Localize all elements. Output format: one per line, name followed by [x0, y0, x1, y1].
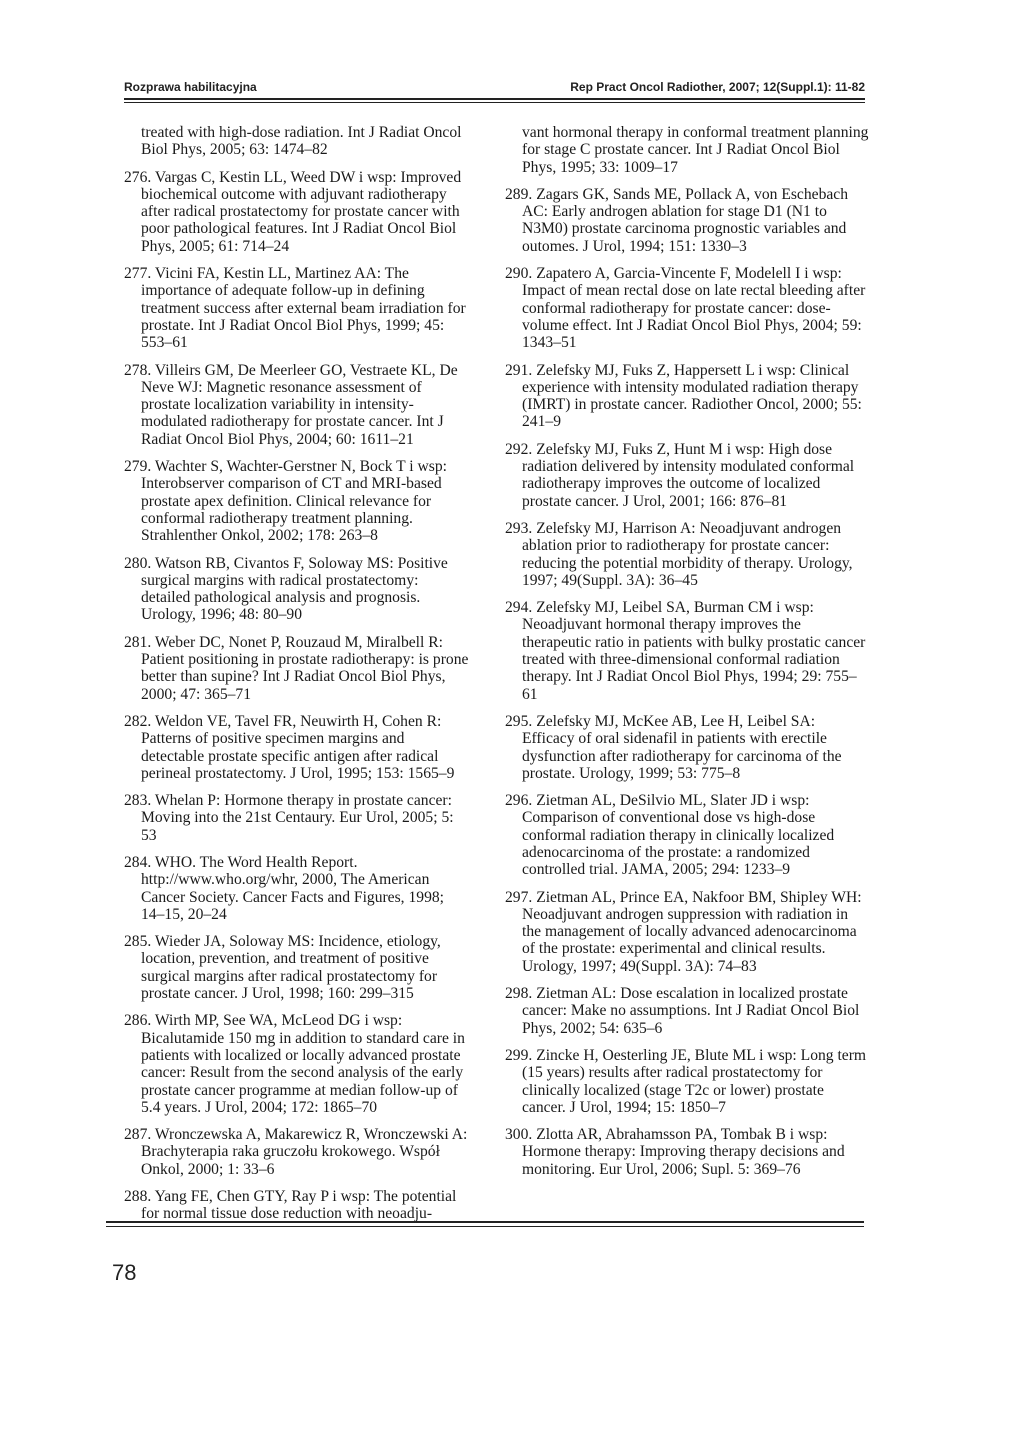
- reference-277: 277. Vicini FA, Kestin LL, Martinez AA: The importance of adequate follow-up in defining treatment success after external beam irradiation for prostate. Int J Radiat Oncol Biol Phys, 1999; 45: 553–61: [124, 265, 466, 352]
- reference-289: 289. Zagars GK, Sands ME, Pollack A, von Eschebach AC: Early androgen ablation for stage D1 (N1 to N3M0) prostate carcinoma prognostic variables and outomes. J Urol, 1994; 151: 1330–3: [505, 185, 849, 255]
- reference-284: 284. WHO. The Word Health Report. http://www.who.org/whr, 2000, The American Cancer Society. Cancer Facts and Figures, 1998; 14–15, 20–24: [124, 853, 444, 923]
- left-reference-column: [124, 124, 469, 1233]
- footer-rule-thin: [106, 1226, 864, 1227]
- reference-297: 297. Zietman AL, Prince EA, Nakfoor BM, Shipley WH: Neoadjuvant androgen suppression with radiation in the management of locally advanced adenocarcinoma of the prostate: experimental and clinical results. Urology, 1997; 49(Suppl. 3A): 74–83: [505, 888, 862, 975]
- footer-rule: [106, 1221, 864, 1223]
- reference-296: 296. Zietman AL, DeSilvio ML, Slater JD i wsp: Comparison of conventional dose vs high-dose conformal radiation therapy in clinically localized adenocarcinoma of the prostate: a randomized controlled trial. JAMA, 2005; 294: 1233–9: [505, 792, 835, 879]
- page-number: 78: [112, 1260, 137, 1285]
- reference-280: 280. Watson RB, Civantos F, Soloway MS: Positive surgical margins with radical prostatectomy: detailed pathological analysis and prognosis. Urology, 1996; 48: 80–90: [124, 554, 448, 624]
- header-rule-thin: [124, 102, 865, 103]
- reference-continuation: treated with high-dose radiation. Int J Radiat Oncol Biol Phys, 2005; 63: 1474–82: [141, 124, 462, 159]
- reference-293: 293. Zelefsky MJ, Harrison A: Neoadjuvant androgen ablation prior to radiotherapy for prostate cancer: reducing the potential morbidity of therapy. Urology, 1997; 49(Suppl. 3A): 36–45: [505, 519, 853, 589]
- running-header-left: Rozprawa habilitacyjna: [124, 80, 257, 94]
- reference-281: 281. Weber DC, Nonet P, Rouzaud M, Miralbell R: Patient positioning in prostate radiotherapy: is prone better than supine? Int J Radiat Oncol Biol Phys, 2000; 47: 365–71: [124, 633, 469, 703]
- reference-continuation: vant hormonal therapy in conformal treatment planning for stage C prostate cancer. Int J Radiat Oncol Biol Phys, 1995; 33: 1009–17: [522, 124, 869, 176]
- running-header-right: Rep Pract Oncol Radiother, 2007; 12(Suppl.1): 11-82: [570, 80, 865, 94]
- right-reference-column: [505, 124, 870, 1188]
- reference-287: 287. Wronczewska A, Makarewicz R, Wronczewski A: Brachyterapia raka gruczołu krokowego. Współ Onkol, 2000; 1: 33–6: [124, 1126, 468, 1178]
- reference-298: 298. Zietman AL: Dose escalation in localized prostate cancer: Make no assumptions. Int J Radiat Oncol Biol Phys, 2002; 54: 635–6: [505, 985, 860, 1037]
- reference-300: 300. Zlotta AR, Abrahamsson PA, Tombak B i wsp: Hormone therapy: Improving therapy decisions and monitoring. Eur Urol, 2006; Supl. 5: 369–76: [505, 1126, 845, 1178]
- reference-283: 283. Whelan P: Hormone therapy in prostate cancer: Moving into the 21st Centaury. Eur Urol, 2005; 5: 53: [124, 792, 454, 844]
- reference-291: 291. Zelefsky MJ, Fuks Z, Happersett L i wsp: Clinical experience with intensity modulated radiation therapy (IMRT) in prostate cancer. Radiother Oncol, 2000; 55: 241–9: [505, 361, 862, 431]
- reference-299: 299. Zincke H, Oesterling JE, Blute ML i wsp: Long term (15 years) results after radical prostatectomy for clinically localized (stage T2c or lower) prostate cancer. J Urol, 1994; 15: 1850–7: [505, 1046, 867, 1116]
- reference-292: 292. Zelefsky MJ, Fuks Z, Hunt M i wsp: High dose radiation delivered by intensity modulated conformal radiotherapy improves the outcome of localized prostate cancer. J Urol, 2001; 166: 876–81: [505, 440, 855, 510]
- reference-279: 279. Wachter S, Wachter-Gerstner N, Bock T i wsp: Interobserver comparison of CT and MRI-based prostate apex definition. Clinical relevance for conformal radiotherapy treatment planning. Strahlenther Onkol, 2002; 178: 263–8: [124, 458, 447, 545]
- reference-288: 288. Yang FE, Chen GTY, Ray P i wsp: The potential for normal tissue dose reduction with neoadju-: [124, 1188, 457, 1223]
- reference-285: 285. Wieder JA, Soloway MS: Incidence, etiology, location, prevention, and treatment of positive surgical margins after radical prostatectomy for prostate cancer. J Urol, 1998; 160: 299–315: [124, 933, 441, 1003]
- reference-295: 295. Zelefsky MJ, McKee AB, Lee H, Leibel SA: Efficacy of oral sidenafil in patients with erectile dysfunction after radiotherapy for carcinoma of the prostate. Urology, 1999; 53: 775–8: [505, 712, 842, 782]
- reference-282: 282. Weldon VE, Tavel FR, Neuwirth H, Cohen R: Patterns of positive specimen margins and detectable prostate specific antigen after radical perineal prostatectomy. J Urol, 1995; 153: 1565–9: [124, 712, 455, 782]
- reference-276: 276. Vargas C, Kestin LL, Weed DW i wsp: Improved biochemical outcome with adjuvant radiotherapy after radical prostatectomy for prostate cancer with poor pathological features. Int J Radiat Oncol Biol Phys, 2005; 61: 714–24: [124, 168, 462, 255]
- header-rule: [124, 98, 865, 100]
- reference-294: 294. Zelefsky MJ, Leibel SA, Burman CM i wsp: Neoadjuvant hormonal therapy improves the therapeutic ratio in patients with bulky prostatic cancer treated with three-dimensional conformal radiation therapy. Int J Radiat Oncol Biol Phys, 1994; 29: 755–61: [505, 599, 866, 703]
- reference-290: 290. Zapatero A, Garcia-Vincente F, Modelell I i wsp: Impact of mean rectal dose on late rectal bleeding after conformal radiotherapy for prostate cancer: dose-volume effect. Int J Radiat Oncol Biol Phys, 2004; 59: 1343–51: [505, 265, 866, 352]
- reference-278: 278. Villeirs GM, De Meerleer GO, Vestraete KL, De Neve WJ: Magnetic resonance assessment of prostate localization variability in intensity-modulated radiotherapy for prostate cancer. Int J Radiat Oncol Biol Phys, 2004; 60: 1611–21: [124, 361, 458, 448]
- reference-286: 286. Wirth MP, See WA, McLeod DG i wsp: Bicalutamide 150 mg in addition to standard care in patients with localized or locally advanced prostate cancer: Result from the second analysis of the early prostate cancer programme at median follow-up of 5.4 years. J Urol, 2004; 172: 1865–70: [124, 1012, 465, 1116]
